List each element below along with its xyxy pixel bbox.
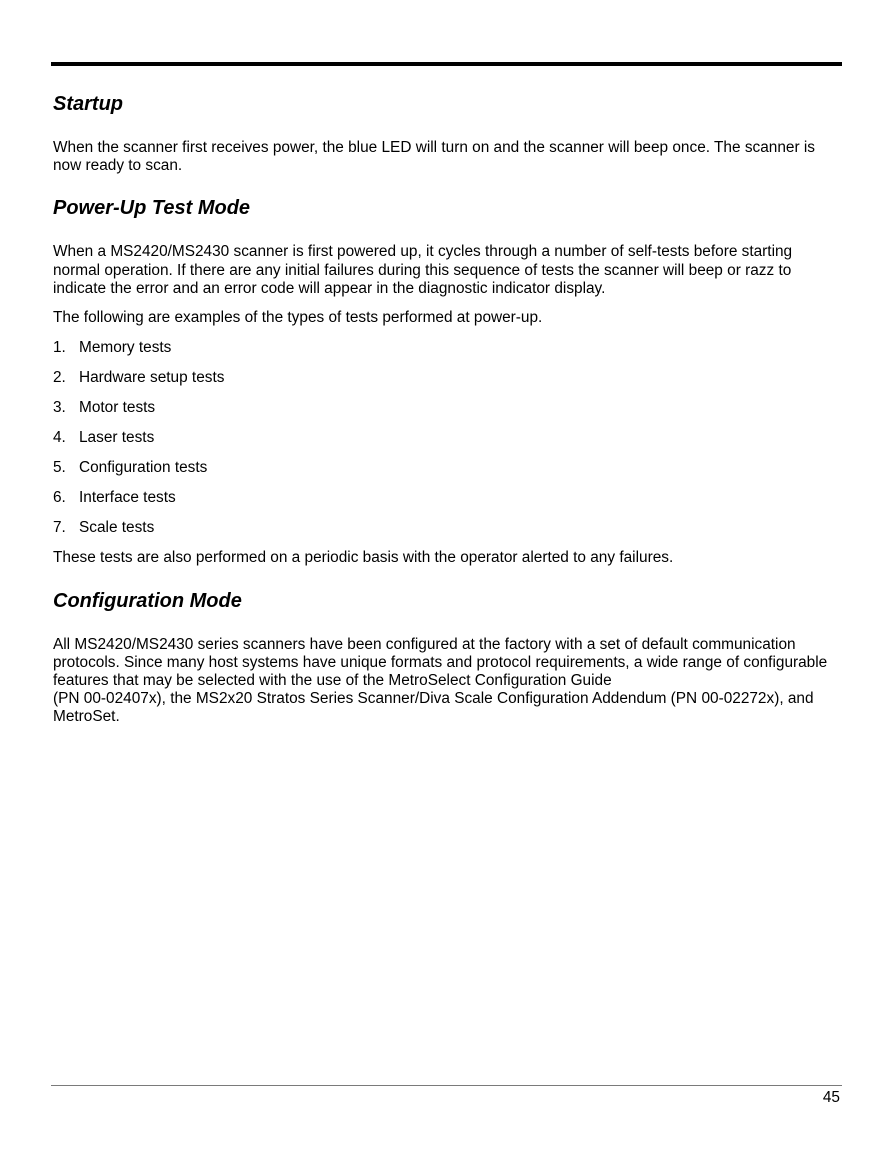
tests-intro: The following are examples of the types of tests performed at power-up. (53, 309, 543, 327)
list-item-label: Laser tests (79, 429, 155, 447)
configuration-paragraph (53, 636, 843, 727)
list-item-label: Configuration tests (79, 459, 208, 477)
list-item (53, 339, 843, 357)
list-item-number: 6. (53, 489, 66, 507)
list-item-number: 3. (53, 399, 66, 417)
power-up-test-list (53, 339, 843, 537)
section-heading-startup: Startup (53, 93, 123, 115)
periodic-tests-note: These tests are also performed on a periodic basis with the operator alerted to any failures. (53, 549, 674, 567)
list-item-label: Scale tests (79, 519, 155, 537)
list-item (53, 519, 843, 537)
list-item-number: 1. (53, 339, 66, 357)
list-item (53, 459, 843, 477)
power-up-paragraph: When a MS2420/MS2430 scanner is first powered up, it cycles through a number of self-tests before starting normal operation. If there are any initial failures during this sequence of tests the scanner will beep or razz to indicate the error and an error code will appear in the diagnostic indicator display. (53, 243, 793, 297)
section-heading-power-up-test-mode: Power-Up Test Mode (53, 197, 251, 220)
list-item-number: 2. (53, 369, 66, 387)
page-number: 45 (822, 1089, 840, 1106)
startup-paragraph: When the scanner first receives power, the blue LED will turn on and the scanner will beep once. The scanner is now ready to scan. (53, 139, 815, 175)
header-rule (51, 62, 842, 66)
page-content (53, 91, 843, 727)
configuration-paragraph-line: All MS2420/MS2430 series scanners have been configured at the factory with a set of default communication protocols. Since many host systems have unique formats and protocol requirements, a wide range of configurable features that may be selected with the use of the MetroSelect Configuration Guide (53, 635, 828, 689)
list-item (53, 489, 843, 507)
section-heading-configuration-mode: Configuration Mode (53, 589, 242, 612)
list-item-number: 7. (53, 519, 66, 537)
list-item-number: 4. (53, 429, 66, 447)
list-item-label: Memory tests (79, 339, 172, 357)
list-item (53, 369, 843, 387)
list-item-label: Interface tests (79, 489, 176, 507)
list-item (53, 429, 843, 447)
footer-rule (51, 1085, 842, 1086)
list-item-number: 5. (53, 459, 66, 477)
configuration-paragraph-line: (PN 00-02407x), the MS2x20 Stratos Series Scanner/Diva Scale Configuration Addendum (PN 00-02272x), and MetroSet. (53, 690, 814, 726)
list-item (53, 399, 843, 417)
list-item-label: Hardware setup tests (79, 369, 225, 387)
list-item-label: Motor tests (79, 399, 156, 417)
